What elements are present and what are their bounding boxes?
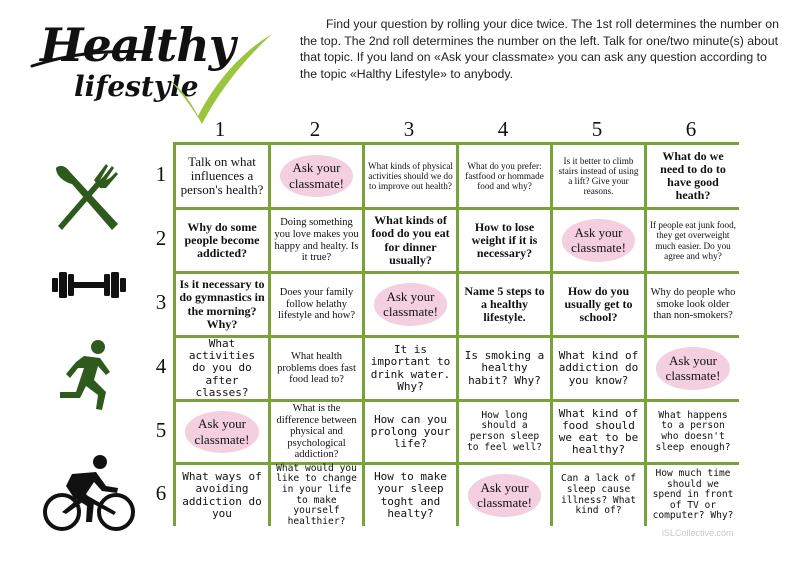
- question-cell-r2-c4: [459, 210, 550, 271]
- question-text: What is the difference between physical and psychological addiction?: [276, 403, 357, 461]
- question-text: What health problems does fast food lead to?: [277, 351, 356, 386]
- question-cell-r2-c6: [647, 210, 739, 271]
- ask-classmate-oval: Ask your classmate!: [656, 347, 730, 389]
- question-text: What kind of addiction do you know?: [558, 349, 639, 387]
- question-cell-r6-c1: [176, 465, 268, 526]
- question-text: Can a lack of sleep cause illness? What kind of?: [560, 473, 637, 517]
- question-cell-r6-c6: [647, 465, 739, 526]
- question-cell-r4-c1: [176, 338, 268, 399]
- question-cell-r5-c6: [647, 402, 739, 462]
- question-text: If people eat junk food, they get overweight much easier. Do you agree and why?: [650, 220, 736, 261]
- dumbbell-icon: [50, 268, 128, 302]
- question-text: What ways of avoiding addiction do you: [182, 470, 262, 520]
- question-text: How to lose weight if it is necessary?: [471, 219, 538, 261]
- question-text: What would you like to change in your life to make yourself healthier?: [276, 462, 357, 527]
- question-text: What happens to a person who doesn't sleep enough?: [655, 409, 731, 453]
- question-cell-r3-c1: [176, 274, 268, 335]
- column-number-2: 2: [309, 117, 321, 141]
- question-text: What do we need to do to have good heath?: [660, 148, 726, 203]
- question-cell-r1-c3: [365, 145, 456, 207]
- logo-title: Healthy: [40, 18, 235, 72]
- row-number-2: 2: [155, 226, 167, 250]
- column-number-6: 6: [685, 117, 697, 141]
- ask-classmate-oval: Ask your classmate!: [374, 283, 447, 325]
- column-number-4: 4: [497, 117, 509, 141]
- column-number-1: 1: [214, 117, 226, 141]
- question-cell-r2-c5: [553, 210, 644, 271]
- question-text: How can you prolong your life?: [370, 412, 451, 451]
- question-cell-r4-c2: [271, 338, 362, 399]
- question-text: Name 5 steps to a healthy lifestyle.: [464, 283, 545, 325]
- row-number-4: 4: [155, 354, 167, 378]
- question-text: Doing something you love makes you happy and healty. Is it true?: [274, 217, 359, 264]
- game-board-grid: [173, 142, 739, 526]
- question-cell-r6-c4: [459, 465, 550, 526]
- runner-icon: [54, 338, 118, 414]
- question-text: How long should a person sleep to feel well?: [466, 409, 543, 453]
- question-cell-r5-c3: [365, 402, 456, 462]
- question-text: What kinds of food do you eat for dinner usually?: [371, 213, 450, 267]
- question-cell-r2-c2: [271, 210, 362, 271]
- question-cell-r4-c4: [459, 338, 550, 399]
- ask-classmate-oval: Ask your classmate!: [562, 219, 635, 261]
- ask-classmate-oval: Ask your classmate!: [185, 411, 259, 452]
- question-text: Why do people who smoke look older than non-smokers?: [650, 287, 736, 322]
- question-text: How much time should we spend in front of TV or computer? Why?: [652, 468, 734, 522]
- question-text: What do you prefer: fastfood or hommade food and why?: [465, 160, 544, 192]
- question-cell-r5-c2: [271, 402, 362, 462]
- row-number-3: 3: [155, 290, 167, 314]
- checkmark-icon: [160, 28, 280, 128]
- question-cell-r5-c5: [553, 402, 644, 462]
- ask-classmate-oval: Ask your classmate!: [468, 474, 541, 516]
- question-cell-r6-c3: [365, 465, 456, 526]
- column-number-3: 3: [403, 117, 415, 141]
- question-cell-r2-c1: [176, 210, 268, 271]
- question-cell-r4-c6: [647, 338, 739, 399]
- row-number-5: 5: [155, 417, 167, 442]
- ask-classmate-oval: Ask your classmate!: [280, 155, 353, 198]
- question-cell-r5-c1: [176, 402, 268, 462]
- question-text: It is important to drink water. Why?: [370, 343, 451, 393]
- fork-knife-icon: [50, 160, 122, 232]
- question-text: Is smoking a healthy habit? Why?: [464, 349, 545, 387]
- instructions-text: [300, 16, 780, 82]
- question-cell-r1-c1: [176, 145, 268, 207]
- question-text: Talk on what influences a person's health?: [180, 153, 264, 198]
- row-number-1: 1: [155, 161, 167, 186]
- question-cell-r3-c6: [647, 274, 739, 335]
- question-text: How to make your sleep toght and healty?: [374, 470, 447, 520]
- question-cell-r3-c5: [553, 274, 644, 335]
- watermark: iSLCollective.com: [662, 528, 734, 538]
- question-cell-r1-c4: [459, 145, 550, 207]
- logo-subtitle: lifestyle: [74, 70, 199, 103]
- column-number-5: 5: [591, 117, 603, 141]
- question-cell-r4-c5: [553, 338, 644, 399]
- question-text: Does your family follow helathy lifestyle and how?: [278, 287, 355, 322]
- instructions-paragraph: Find your question by rolling your dice twice. The 1st roll determines the number on the top. The 2nd roll determines the number on the left. Talk for one/two minute(s) about that topic. If you land on «Ask your classmate» you can ask any question according to the topic «Halthy Lifestyle» to anybody.: [300, 17, 779, 81]
- question-text: Is it better to climb stairs instead of using a lift? Give your reasons.: [558, 155, 639, 197]
- question-text: What activities do you do after classes?: [188, 337, 256, 399]
- question-cell-r1-c6: [647, 145, 739, 207]
- question-cell-r6-c2: [271, 462, 362, 527]
- healthy-lifestyle-logo: [30, 18, 270, 128]
- question-text: Why do some people become addicted?: [184, 219, 260, 261]
- question-cell-r3-c3: [365, 274, 456, 335]
- question-cell-r4-c3: [365, 338, 456, 399]
- question-cell-r3-c4: [459, 274, 550, 335]
- question-text: What kinds of physical activities should we do to improve out health?: [368, 160, 453, 192]
- question-cell-r5-c4: [459, 402, 550, 462]
- question-cell-r1-c5: [553, 145, 644, 207]
- question-cell-r2-c3: [365, 210, 456, 271]
- question-text: How do you usually get to school?: [564, 283, 633, 325]
- cyclist-icon: [42, 452, 136, 534]
- row-number-6: 6: [155, 481, 167, 505]
- question-text: What kind of food should we eat to be healthy?: [558, 406, 639, 457]
- question-cell-r1-c2: [271, 145, 362, 207]
- question-text: Is it necessary to do gymnastics in the morning? Why?: [179, 277, 265, 331]
- question-cell-r6-c5: [553, 465, 644, 526]
- question-cell-r3-c2: [271, 274, 362, 335]
